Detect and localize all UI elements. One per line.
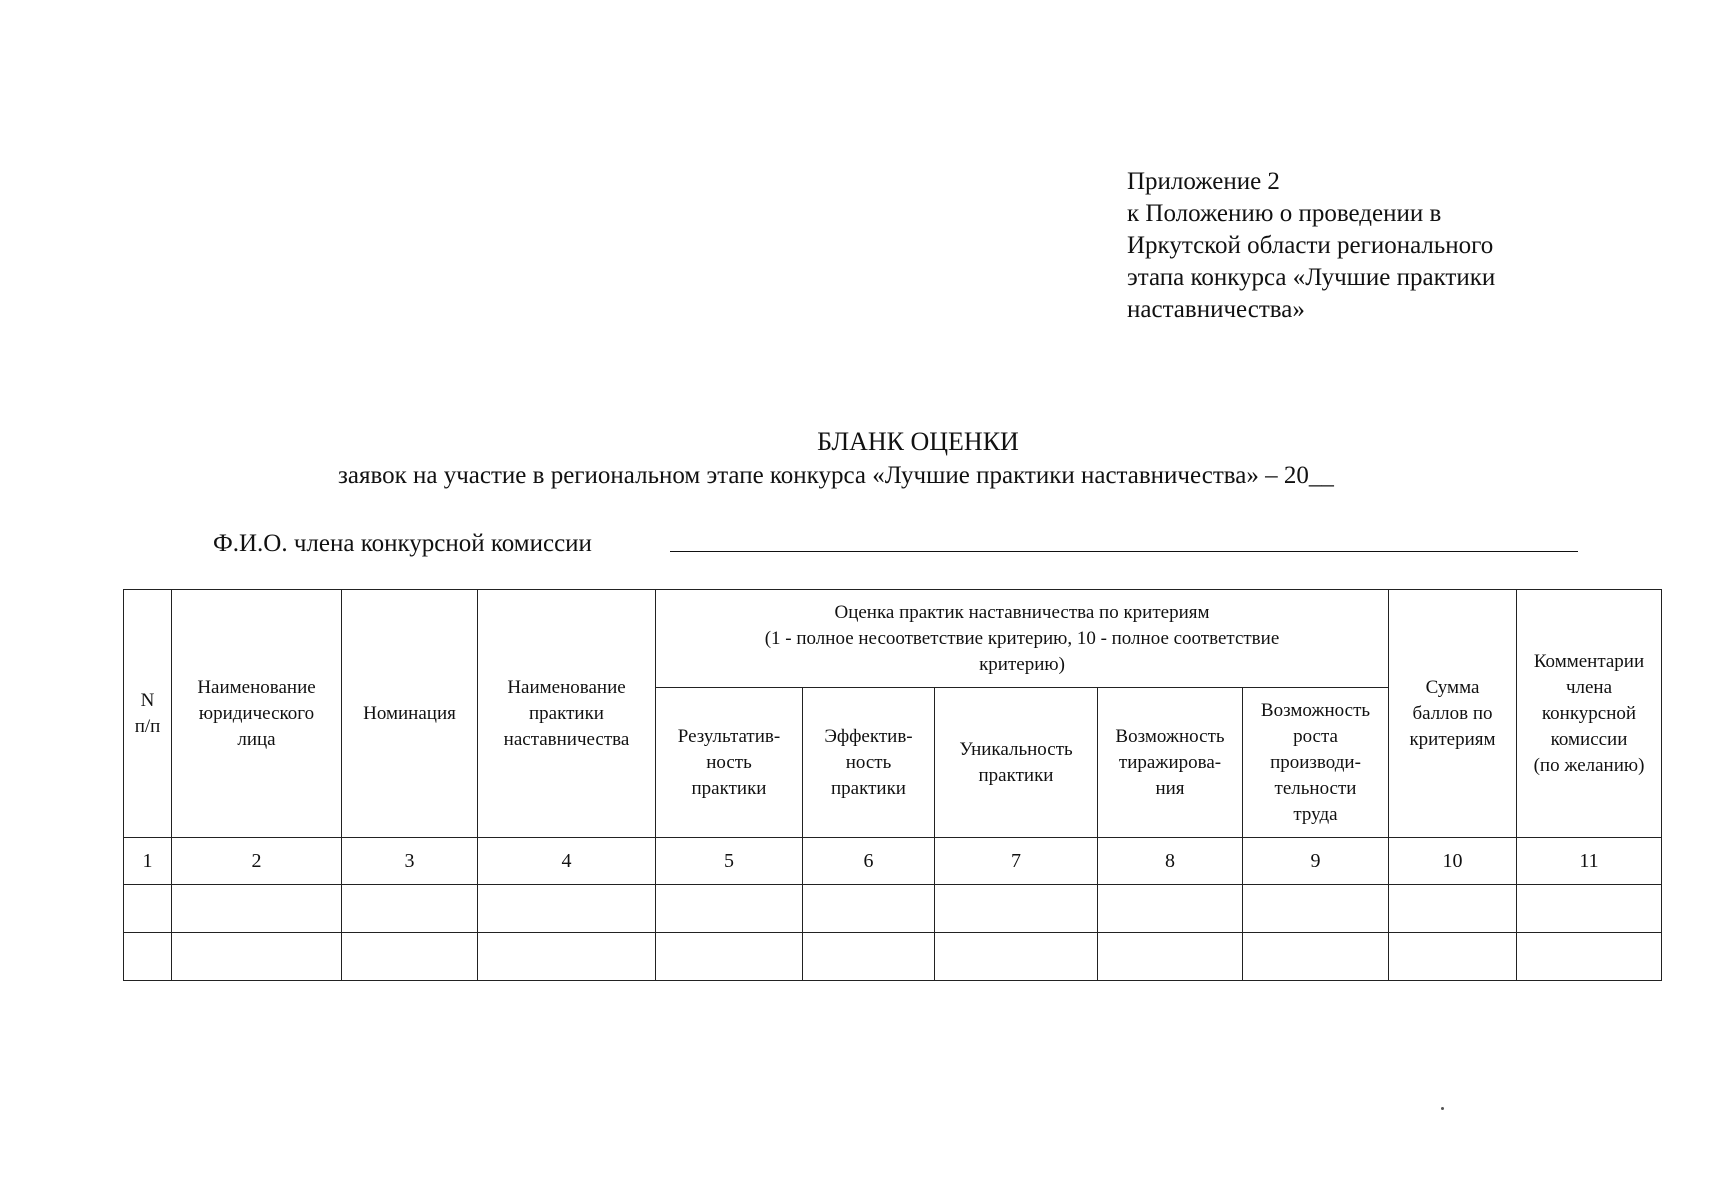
column-number: 1: [124, 838, 172, 885]
header-legal-entity: Наименование юридического лица: [172, 590, 342, 838]
column-number: 5: [656, 838, 803, 885]
header-criterion-uniqueness: Уникальность практики: [935, 688, 1098, 838]
table-cell[interactable]: [1517, 933, 1662, 981]
column-number: 4: [478, 838, 656, 885]
table-cell[interactable]: [803, 885, 935, 933]
column-number: 6: [803, 838, 935, 885]
table-cell[interactable]: [478, 933, 656, 981]
header-criterion-productivity: Возможность роста производи- тельности труда: [1243, 688, 1389, 838]
table-cell[interactable]: [1098, 933, 1243, 981]
column-numbers-row: [124, 838, 1662, 885]
form-subtitle: заявок на участие в региональном этапе конкурса «Лучшие практики наставничества» – 20__: [338, 462, 1334, 489]
table-cell[interactable]: [656, 933, 803, 981]
scan-speck: [1441, 1107, 1444, 1110]
table-row: [124, 885, 1662, 933]
column-number: 10: [1389, 838, 1517, 885]
table-cell[interactable]: [1098, 885, 1243, 933]
form-title: БЛАНК ОЦЕНКИ: [817, 427, 1019, 456]
header-criterion-effectiveness: Результатив- ность практики: [656, 688, 803, 838]
table-cell[interactable]: [172, 885, 342, 933]
table-cell[interactable]: [342, 885, 478, 933]
table-row: [124, 933, 1662, 981]
table-cell[interactable]: [1389, 933, 1517, 981]
header-sum: Сумма баллов по критериям: [1389, 590, 1517, 838]
header-nomination: Номинация: [342, 590, 478, 838]
header-criterion-replicability: Возможность тиражирова- ния: [1098, 688, 1243, 838]
header-num: N п/п: [124, 590, 172, 838]
appendix-line: этапа конкурса «Лучшие практики: [1127, 264, 1496, 291]
table-cell[interactable]: [342, 933, 478, 981]
column-number: 9: [1243, 838, 1389, 885]
fio-fill-line[interactable]: [670, 551, 1578, 552]
appendix-line: наставничества»: [1127, 296, 1305, 323]
table-cell[interactable]: [478, 885, 656, 933]
header-practice-name: Наименование практики наставничества: [478, 590, 656, 838]
table-cell[interactable]: [124, 885, 172, 933]
fio-label: Ф.И.О. члена конкурсной комиссии: [213, 530, 592, 557]
table-cell[interactable]: [1243, 885, 1389, 933]
column-number: 7: [935, 838, 1098, 885]
table-cell[interactable]: [1243, 933, 1389, 981]
appendix-line: Иркутской области регионального: [1127, 232, 1494, 259]
appendix-line: Приложение 2: [1127, 168, 1280, 195]
column-number: 3: [342, 838, 478, 885]
appendix-block: [1127, 166, 1495, 326]
column-number: 11: [1517, 838, 1662, 885]
table-cell[interactable]: [1517, 885, 1662, 933]
evaluation-table: [123, 589, 1662, 981]
header-comments: Комментарии члена конкурсной комиссии (по желанию): [1517, 590, 1662, 838]
table-cell[interactable]: [1389, 885, 1517, 933]
table-cell[interactable]: [124, 933, 172, 981]
column-number: 8: [1098, 838, 1243, 885]
table-cell[interactable]: [935, 933, 1098, 981]
table-cell[interactable]: [935, 885, 1098, 933]
header-criterion-efficiency: Эффектив- ность практики: [803, 688, 935, 838]
table-cell[interactable]: [803, 933, 935, 981]
table-cell[interactable]: [172, 933, 342, 981]
header-criteria-group: Оценка практик наставничества по критериям (1 - полное несоответствие критерию, 10 - полное соответствие критерию): [656, 590, 1389, 688]
table-cell[interactable]: [656, 885, 803, 933]
column-number: 2: [172, 838, 342, 885]
appendix-line: к Положению о проведении в: [1127, 200, 1442, 227]
